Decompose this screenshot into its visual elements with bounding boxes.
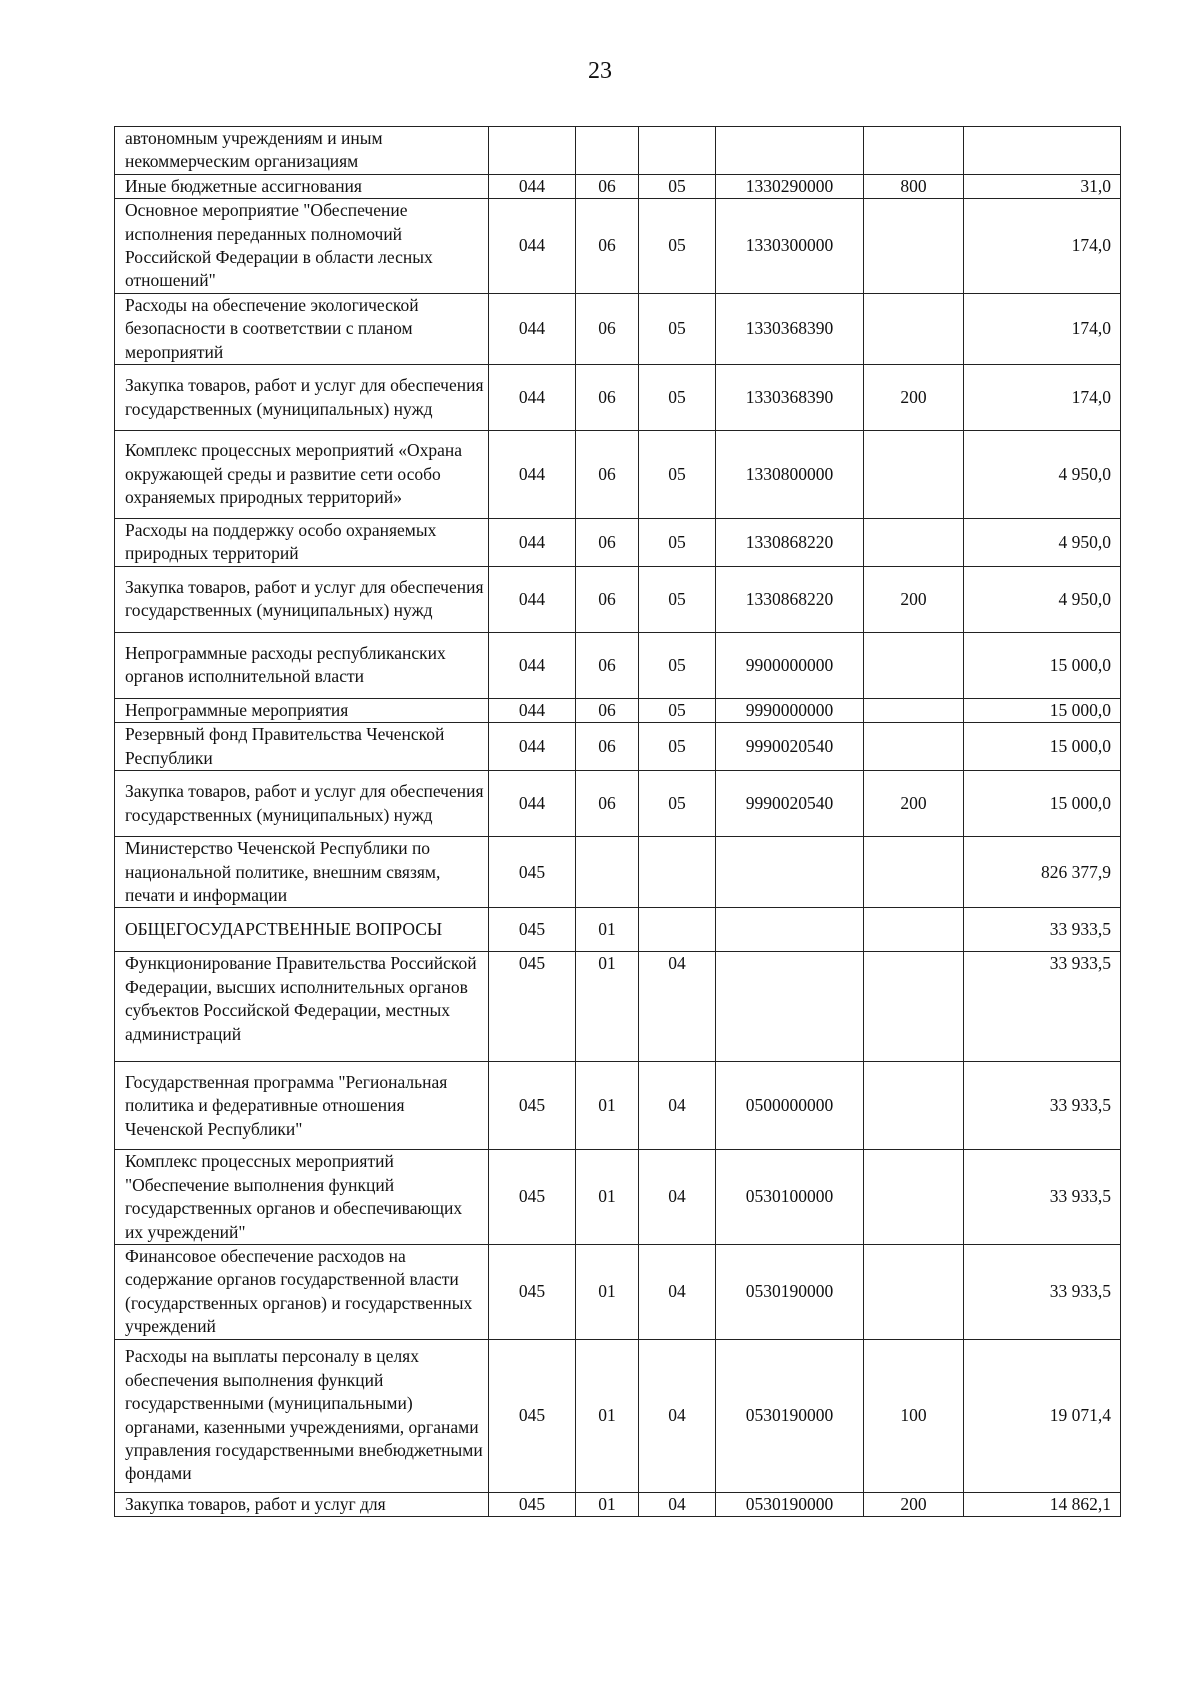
section-code-cell: 06 [576,365,639,431]
amount-cell: 174,0 [964,293,1121,364]
ministry-code-cell: 045 [489,908,576,952]
ministry-code-cell: 044 [489,365,576,431]
table-row [115,127,1121,175]
subsection-code-cell: 05 [639,431,716,519]
item-name-cell: Закупка товаров, работ и услуг для обеспечения государственных (муниципальных) нужд [115,365,489,431]
subsection-code-cell: 04 [639,1150,716,1245]
target-article-cell: 0530190000 [716,1492,864,1516]
ministry-code-cell: 044 [489,771,576,837]
target-article-cell: 1330290000 [716,174,864,198]
target-article-cell: 1330868220 [716,566,864,632]
ministry-code-cell: 045 [489,1062,576,1150]
amount-cell: 4 950,0 [964,519,1121,567]
table-row [115,1339,1121,1492]
item-name-cell: автономным учреждениям и иным некоммерческим организациям [115,127,489,175]
expense-type-cell [864,1062,964,1150]
target-article-cell: 9990000000 [716,698,864,722]
section-code-cell: 06 [576,293,639,364]
target-article-cell: 9990020540 [716,771,864,837]
ministry-code-cell: 044 [489,199,576,294]
item-name-cell: Министерство Чеченской Республики по национальной политике, внешним связям, печати и информации [115,837,489,908]
item-name-cell: Непрограммные расходы республиканских органов исполнительной власти [115,632,489,698]
ministry-code-cell: 045 [489,952,576,1062]
subsection-code-cell: 05 [639,771,716,837]
subsection-code-cell: 05 [639,293,716,364]
table-row [115,1492,1121,1516]
ministry-code-cell: 044 [489,519,576,567]
section-code-cell: 01 [576,1492,639,1516]
item-name-cell: Закупка товаров, работ и услуг для [115,1492,489,1516]
subsection-code-cell: 05 [639,174,716,198]
subsection-code-cell: 04 [639,1339,716,1492]
table-row [115,365,1121,431]
item-name-cell: Непрограммные мероприятия [115,698,489,722]
table-row [115,837,1121,908]
expense-type-cell [864,1244,964,1339]
amount-cell: 33 933,5 [964,908,1121,952]
amount-cell: 826 377,9 [964,837,1121,908]
subsection-code-cell: 04 [639,1062,716,1150]
item-name-cell: Иные бюджетные ассигнования [115,174,489,198]
target-article-cell: 9990020540 [716,723,864,771]
table-row [115,174,1121,198]
section-code-cell [576,837,639,908]
amount-cell: 19 071,4 [964,1339,1121,1492]
section-code-cell: 06 [576,199,639,294]
subsection-code-cell: 04 [639,952,716,1062]
subsection-code-cell: 05 [639,519,716,567]
ministry-code-cell [489,127,576,175]
section-code-cell: 01 [576,1339,639,1492]
section-code-cell: 06 [576,519,639,567]
ministry-code-cell: 045 [489,1339,576,1492]
table-row [115,632,1121,698]
subsection-code-cell: 05 [639,365,716,431]
target-article-cell: 0530190000 [716,1339,864,1492]
target-article-cell: 1330368390 [716,365,864,431]
table-row [115,566,1121,632]
item-name-cell: Финансовое обеспечение расходов на содержание органов государственной власти (государственных органов) и государственных учреждений [115,1244,489,1339]
target-article-cell: 1330800000 [716,431,864,519]
expense-type-cell: 200 [864,365,964,431]
target-article-cell: 1330868220 [716,519,864,567]
subsection-code-cell: 04 [639,1244,716,1339]
ministry-code-cell: 045 [489,837,576,908]
target-article-cell: 9900000000 [716,632,864,698]
amount-cell: 4 950,0 [964,566,1121,632]
expense-type-cell [864,199,964,294]
table-row [115,698,1121,722]
expense-type-cell [864,632,964,698]
table-row [115,293,1121,364]
ministry-code-cell: 044 [489,431,576,519]
section-code-cell: 06 [576,723,639,771]
table-row [115,952,1121,1062]
amount-cell [964,127,1121,175]
subsection-code-cell [639,837,716,908]
table-row [115,1062,1121,1150]
item-name-cell: Функционирование Правительства Российской Федерации, высших исполнительных органов субъектов Российской Федерации, местных администраций [115,952,489,1062]
amount-cell: 33 933,5 [964,1150,1121,1245]
section-code-cell: 06 [576,771,639,837]
amount-cell: 174,0 [964,199,1121,294]
section-code-cell: 01 [576,908,639,952]
item-name-cell: Основное мероприятие "Обеспечение исполнения переданных полномочий Российской Федерации в области лесных отношений" [115,199,489,294]
expense-type-cell [864,698,964,722]
target-article-cell: 0530190000 [716,1244,864,1339]
expense-type-cell [864,908,964,952]
target-article-cell [716,127,864,175]
amount-cell: 15 000,0 [964,698,1121,722]
target-article-cell: 0530100000 [716,1150,864,1245]
expense-type-cell [864,837,964,908]
amount-cell: 14 862,1 [964,1492,1121,1516]
table-row [115,431,1121,519]
target-article-cell [716,837,864,908]
ministry-code-cell: 044 [489,174,576,198]
subsection-code-cell: 05 [639,566,716,632]
section-code-cell: 01 [576,1062,639,1150]
section-code-cell: 06 [576,431,639,519]
subsection-code-cell: 05 [639,723,716,771]
section-code-cell [576,127,639,175]
amount-cell: 33 933,5 [964,1244,1121,1339]
table-row [115,1150,1121,1245]
ministry-code-cell: 045 [489,1492,576,1516]
page-number: 23 [588,58,612,84]
item-name-cell: ОБЩЕГОСУДАРСТВЕННЫЕ ВОПРОСЫ [115,908,489,952]
target-article-cell [716,952,864,1062]
expense-type-cell [864,293,964,364]
expense-type-cell [864,952,964,1062]
subsection-code-cell: 05 [639,199,716,294]
section-code-cell: 01 [576,1244,639,1339]
amount-cell: 33 933,5 [964,952,1121,1062]
ministry-code-cell: 044 [489,566,576,632]
amount-cell: 174,0 [964,365,1121,431]
expense-type-cell: 200 [864,566,964,632]
table-row [115,199,1121,294]
ministry-code-cell: 045 [489,1244,576,1339]
expense-type-cell: 200 [864,1492,964,1516]
subsection-code-cell [639,127,716,175]
item-name-cell: Государственная программа "Региональная политика и федеративные отношения Чеченской Республики" [115,1062,489,1150]
section-code-cell: 06 [576,174,639,198]
ministry-code-cell: 045 [489,1150,576,1245]
item-name-cell: Расходы на выплаты персоналу в целях обеспечения выполнения функций государственными (муниципальными) органами, казенными учреждениями, органами управления государственными внебюджетными фондами [115,1339,489,1492]
item-name-cell: Комплекс процессных мероприятий «Охрана окружающей среды и развитие сети особо охраняемых природных территорий» [115,431,489,519]
item-name-cell: Расходы на поддержку особо охраняемых природных территорий [115,519,489,567]
table-row [115,1244,1121,1339]
expense-type-cell: 800 [864,174,964,198]
table-row [115,519,1121,567]
expense-type-cell [864,1150,964,1245]
target-article-cell: 1330368390 [716,293,864,364]
subsection-code-cell [639,908,716,952]
amount-cell: 15 000,0 [964,771,1121,837]
item-name-cell: Резервный фонд Правительства Чеченской Республики [115,723,489,771]
item-name-cell: Закупка товаров, работ и услуг для обеспечения государственных (муниципальных) нужд [115,771,489,837]
amount-cell: 33 933,5 [964,1062,1121,1150]
target-article-cell: 1330300000 [716,199,864,294]
ministry-code-cell: 044 [489,698,576,722]
section-code-cell: 06 [576,566,639,632]
amount-cell: 15 000,0 [964,632,1121,698]
section-code-cell: 06 [576,698,639,722]
budget-table-body [115,127,1121,1517]
item-name-cell: Расходы на обеспечение экологической безопасности в соответствии с планом мероприятий [115,293,489,364]
section-code-cell: 06 [576,632,639,698]
expense-type-cell [864,431,964,519]
ministry-code-cell: 044 [489,723,576,771]
amount-cell: 15 000,0 [964,723,1121,771]
budget-table [114,126,1121,1517]
expense-type-cell: 200 [864,771,964,837]
expense-type-cell [864,519,964,567]
table-row [115,723,1121,771]
subsection-code-cell: 05 [639,698,716,722]
ministry-code-cell: 044 [489,632,576,698]
item-name-cell: Закупка товаров, работ и услуг для обеспечения государственных (муниципальных) нужд [115,566,489,632]
amount-cell: 31,0 [964,174,1121,198]
item-name-cell: Комплекс процессных мероприятий "Обеспечение выполнения функций государственных органов и обеспечивающих их учреждений" [115,1150,489,1245]
ministry-code-cell: 044 [489,293,576,364]
target-article-cell [716,908,864,952]
table-row [115,771,1121,837]
expense-type-cell [864,127,964,175]
table-row [115,908,1121,952]
expense-type-cell: 100 [864,1339,964,1492]
subsection-code-cell: 05 [639,632,716,698]
subsection-code-cell: 04 [639,1492,716,1516]
expense-type-cell [864,723,964,771]
target-article-cell: 0500000000 [716,1062,864,1150]
section-code-cell: 01 [576,1150,639,1245]
amount-cell: 4 950,0 [964,431,1121,519]
section-code-cell: 01 [576,952,639,1062]
